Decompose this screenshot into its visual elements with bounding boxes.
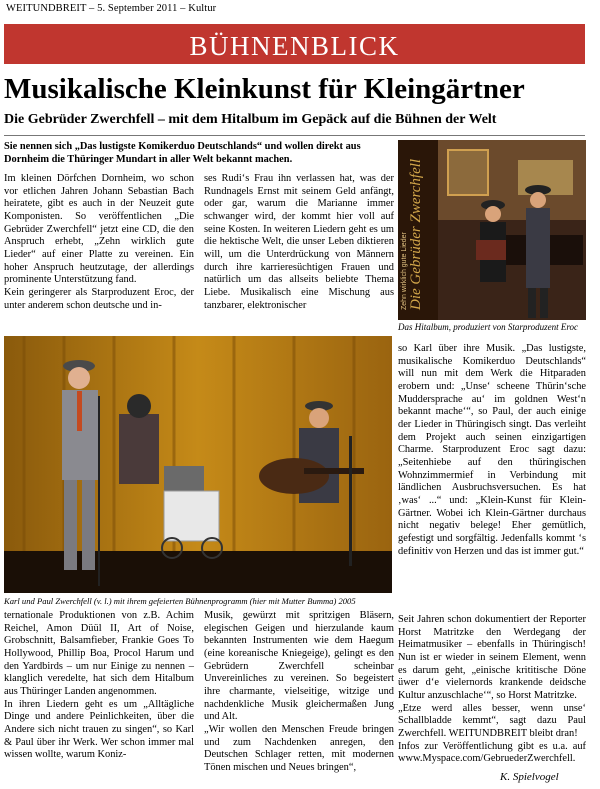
- column-2-top: [204, 173, 394, 312]
- paragraph: so Karl über ihre Musik. „Das lustigste, musikalische Komikerduo Deutschlands“ will nun mit dem Werk die Hitparaden erobern und: „Unse‘ scheene Thürin‘sche Muddersprache au‘ im goldnen West‘n bekannt mache‘“, so Paul, der auch einige der Lieder in Thüringisch singt. Das verleiht dem Projekt auch seinen einzigartigen Charme. Starproduzent Eroc sagt dazu: „Seitenhiebe auf den thüringischen Wohnzimmermief in Verbindung mit ländlichen Ausbruchsversuchen. Es hat ‚was‘ ...“ und: „Klein-Kunst für Klein-Gärtner. Wobei ich Klein-Gärtner durchaus nicht negativ belege! Eher gemütlich, gefestigt und sorgfältig. Jedenfalls kommt ‘s definitiv von Herzen und das ist immer gut.“: [398, 343, 586, 557]
- paragraph: Musik, gewürzt mit spritzigen Bläsern, elegischen Geigen und hierzulande kaum bekannten Instrumenten wie dem Haegum (eine koreanische Kniegeige), gelingt es den Gebrüdern Zwerchfell scheinbar Unvereinliches zu vereinen. So begeistert ihre charmante, vielseitige, witzige und nachdenkliche Musik gleichermaßen Jung und Alt.: [204, 610, 394, 723]
- divider: [4, 135, 585, 136]
- page-header: WEITUNDBREIT – 5. September 2011 – Kultur: [6, 3, 217, 14]
- headline: Musikalische Kleinkunst für Kleingärtner: [4, 73, 525, 105]
- stage-photo-graphic: [4, 336, 392, 593]
- author-signature: K. Spielvogel: [500, 771, 559, 783]
- stage-caption: Karl und Paul Zwerchfell (v. l.) mit ihrem gefeierten Bühnenprogramm (hier mit Mutter Bumma) 2005: [4, 596, 356, 606]
- album-caption: Das Hitalbum, produziert von Starproduzent Eroc: [398, 322, 578, 332]
- column-3-bottom: [398, 614, 586, 766]
- subheadline: Die Gebrüder Zwerchfell – mit dem Hitalbum im Gepäck auf die Bühnen der Welt: [4, 112, 497, 127]
- intro-text: Sie nennen sich „Das lustigste Komikerduo Deutschlands“ und wollen direkt aus Dornheim die Thüringer Mundart in aller Welt bekannt machen.: [4, 141, 361, 165]
- paragraph: Im kleinen Dörfchen Dornheim, wo schon vor etlichen Jahren Johann Sebastian Bach heiratete, gibt es auch in der Neuzeit gute Komponisten. So veröffentlichen „Die Gebrüder Zwerchfell“ jetzt eine CD, die den Anspruch erhebt, „Zehn wirklich gute Lieder“ auf einer Platte zu vereinen. Ein hoher Anspruch heutzutage, der allerdings prominente Unterstützung fand.: [4, 173, 194, 286]
- paragraph: ses Rudi‘s Frau ihn verlassen hat, was der Rundnagels Ernst mit seinem Geld anfängt, oder gar, warum die Marianne immer schwanger wird, der kommt hier voll auf seine Kosten. In weiteren Liedern geht es um die hektische Welt, die unser Leben diktieren will, um die Unterdrückung von Männern durch ihre karrieresüchtigen Frauen und natürlich um das allseits beliebte Thema Liebe. Musikalisch eine Mischung aus tanzbarer, elektronischer: [204, 173, 394, 311]
- album-subtitle-text: Zehn wirklich gute Lieder: [401, 232, 408, 310]
- column-3-middle: [398, 343, 586, 558]
- column-1-top: [4, 173, 194, 312]
- paragraph: In ihren Liedern geht es um „Alltägliche Dinge und andere Peinlichkeiten, über die Andere sich nicht trauen zu singen“, so Karl & Paul über ihr Werk. Wer schon immer mal wissen wollte, warum Koniz-: [4, 698, 194, 761]
- album-photo: [398, 140, 586, 320]
- column-2-bottom: [204, 610, 394, 775]
- paragraph: ternationale Produktionen von z.B. Achim Reichel, Amon Düül II, Art of Noise, Grobschnitt, Balsamfieber, Frankie Goes To Hollywood, Phillip Boa, Procol Harum und den Yardbirds – um nur Einige zu nennen – klanglich veredelte, hat sich dem Hitalbum aus Thüringer Landen angenommen.: [4, 610, 194, 697]
- section-banner: BÜHNENBLICK: [4, 24, 585, 64]
- paragraph: „Wir wollen den Menschen Freude bringen und zum Nachdenken anregen, den Deutschen Schlager retten, mit modernen Tönen mischen und Neues bringen“,: [204, 723, 394, 773]
- paragraph: Kein geringerer als Starproduzent Eroc, der unter anderem schon deutsche und in-: [4, 286, 194, 311]
- stage-photo: [4, 336, 392, 593]
- album-photo-graphic: [398, 140, 586, 320]
- album-title-text: Die Gebrüder Zwerchfell: [408, 158, 424, 310]
- column-1-bottom: [4, 610, 194, 762]
- paragraph: Seit Jahren schon dokumentiert der Reporter Horst Matritzke den Werdegang der Heimatmusiker – ebenfalls in Thüringisch! Nun ist er wieder in seinem Element, wenn es darum geht, „einische krititische Döne üwer d‘e vielernords krankende deidsche Kultur anzuschlache‘“, so Horst Matritzke.: [398, 614, 586, 701]
- paragraph: Infos zur Veröffentlichung gibt es u.a. auf www.Myspace.com/GebruederZwerchfell.: [398, 740, 586, 765]
- paragraph: „Etze werd alles besser, wenn unse‘ Schallbladde kemmt“, sagt dazu Paul Zwerchfell. WEITUNDBREIT bleibt dran!: [398, 702, 586, 739]
